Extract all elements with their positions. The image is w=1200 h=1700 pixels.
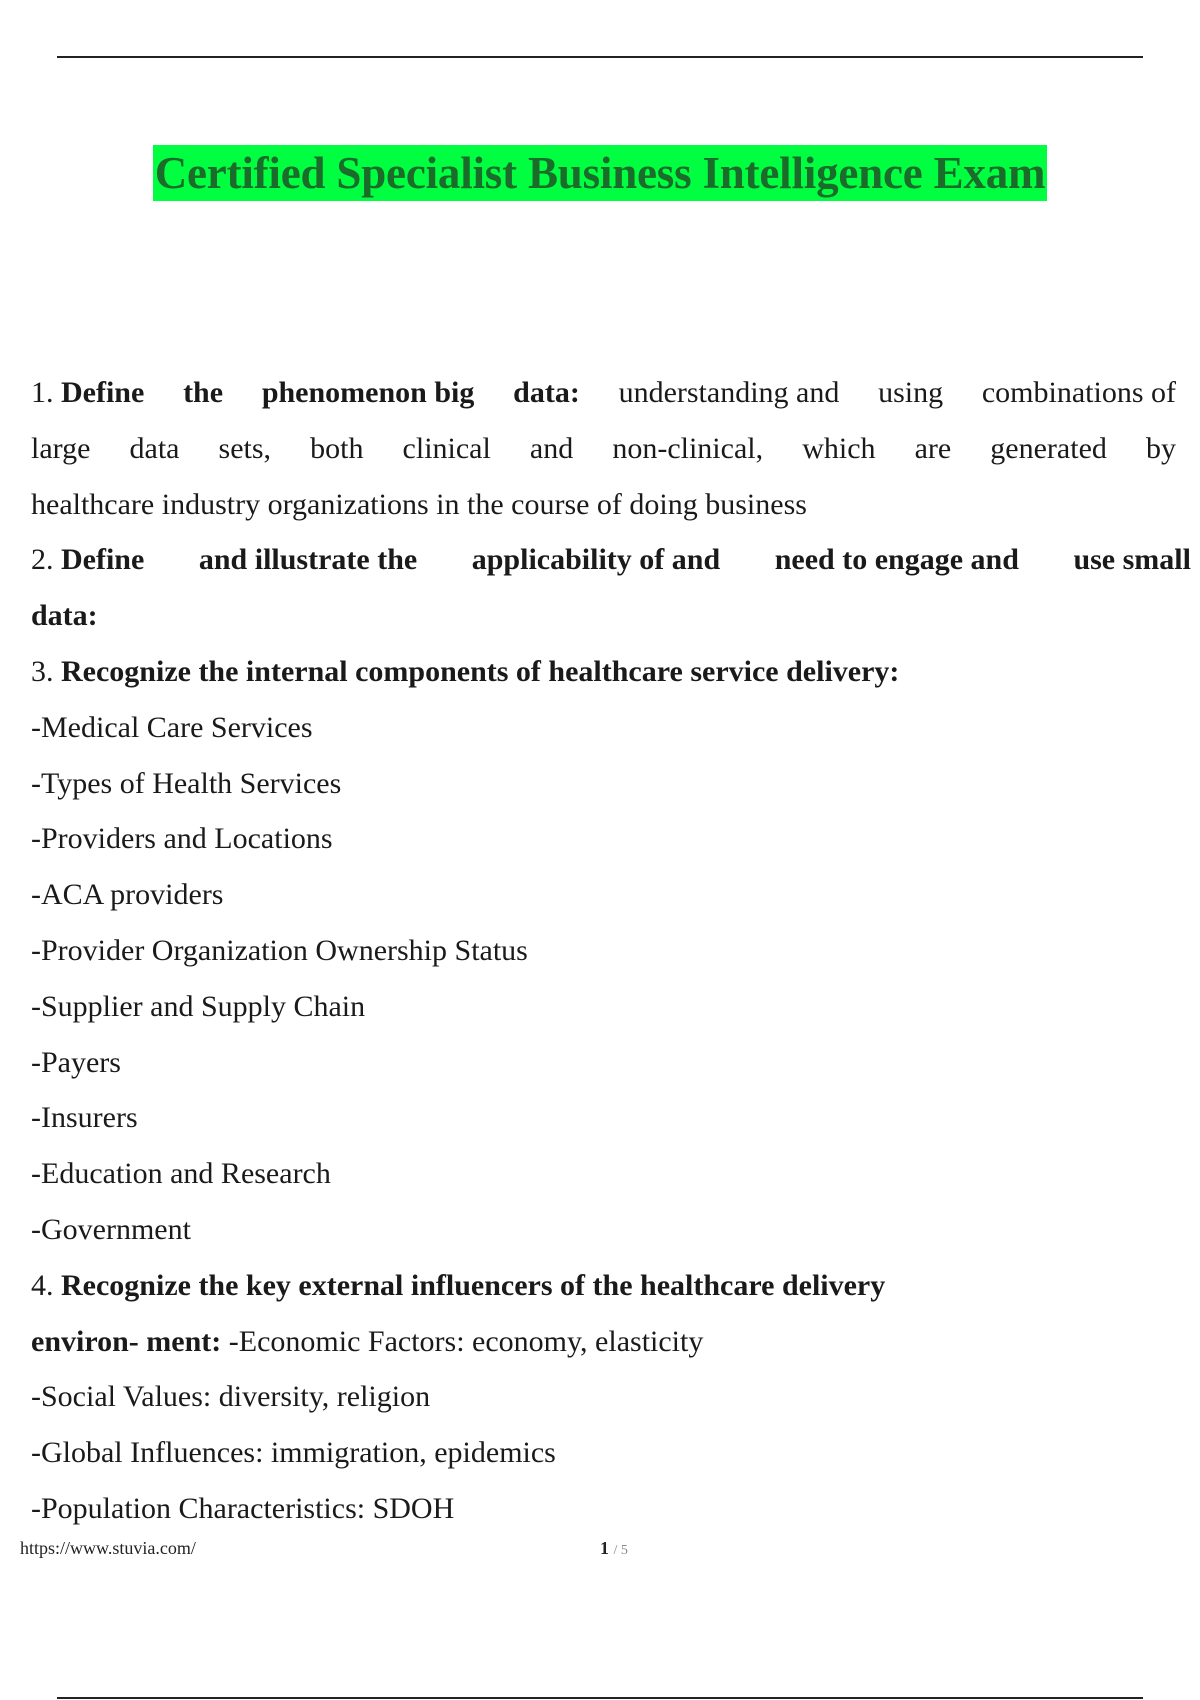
q2-term: and illustrate the bbox=[198, 543, 418, 577]
page-number bbox=[600, 1538, 628, 1559]
list-item: -Supplier and Supply Chain bbox=[31, 989, 366, 1023]
list-item: -Provider Organization Ownership Status bbox=[31, 933, 528, 967]
total-pages: / 5 bbox=[613, 1543, 628, 1558]
q1-answer-word: are bbox=[914, 431, 952, 465]
document-title: Certified Specialist Business Intelligence Exam bbox=[153, 145, 1048, 201]
q1-answer-word: which bbox=[802, 431, 876, 465]
list-item: -Education and Research bbox=[31, 1157, 331, 1191]
q1-number: 1. bbox=[31, 376, 54, 409]
title-container bbox=[0, 145, 1200, 201]
list-item: -Government bbox=[31, 1212, 191, 1246]
q3-number: 3. bbox=[31, 654, 54, 688]
q1-answer-word: non-clinical, bbox=[612, 431, 764, 465]
q1-answer: using bbox=[878, 376, 944, 409]
bottom-rule bbox=[57, 1697, 1143, 1699]
q4-heading-line-2 bbox=[31, 1314, 1191, 1370]
q4-number: 4. bbox=[31, 1268, 54, 1302]
q1-term: phenomenon big bbox=[261, 376, 475, 409]
q1-answer-word: clinical bbox=[402, 431, 491, 465]
list-item: -Providers and Locations bbox=[31, 822, 333, 856]
q1-answer: combinations of bbox=[981, 376, 1176, 409]
q1-line-3: healthcare industry organizations in the course of doing business bbox=[31, 487, 807, 521]
q1-line-2 bbox=[31, 421, 1176, 477]
list-item: -Global Influences: immigration, epidemics bbox=[31, 1436, 556, 1470]
q3-heading: Recognize the internal components of healthcare service delivery: bbox=[61, 654, 900, 688]
q1-line-1 bbox=[31, 365, 1176, 421]
list-item: -Insurers bbox=[31, 1101, 138, 1135]
list-item: -ACA providers bbox=[31, 878, 224, 912]
q2-term: Define bbox=[61, 543, 145, 577]
q1-answer-word: and bbox=[529, 431, 574, 465]
q2-number-and-term bbox=[31, 532, 144, 588]
top-rule bbox=[57, 56, 1143, 58]
q1-answer-word: generated bbox=[990, 431, 1107, 465]
q1-answer: understanding and bbox=[618, 376, 840, 409]
q1-term: data: bbox=[513, 376, 580, 409]
list-item: -Economic Factors: economy, elasticity bbox=[228, 1324, 704, 1358]
current-page: 1 bbox=[600, 1538, 609, 1558]
q2-number: 2. bbox=[31, 543, 54, 577]
q2-term: use small bbox=[1073, 543, 1191, 577]
q1-answer-word: both bbox=[310, 431, 364, 465]
q2-line-1 bbox=[31, 532, 1191, 588]
q1-term: Define bbox=[61, 376, 145, 409]
q1-number-and-term bbox=[31, 365, 144, 421]
list-item: -Payers bbox=[31, 1045, 121, 1079]
q1-answer-word: by bbox=[1145, 431, 1176, 465]
list-item: -Medical Care Services bbox=[31, 710, 313, 744]
footer-source-url[interactable]: https://www.stuvia.com/ bbox=[20, 1538, 196, 1558]
q2-term: need to engage and bbox=[774, 543, 1019, 577]
list-item: -Types of Health Services bbox=[31, 766, 342, 800]
q1-answer-word: data bbox=[129, 431, 180, 465]
list-item: -Social Values: diversity, religion bbox=[31, 1380, 431, 1414]
q4-heading: Recognize the key external influencers of the healthcare delivery bbox=[61, 1268, 886, 1302]
q1-term: the bbox=[183, 376, 224, 409]
q1-answer-word: sets, bbox=[218, 431, 272, 465]
q3-heading-line bbox=[31, 644, 1191, 700]
q2-line-2: data: bbox=[31, 599, 98, 633]
q4-heading-continued: environ- ment: bbox=[31, 1324, 222, 1358]
q1-answer-word: large bbox=[31, 431, 91, 465]
q4-heading-line bbox=[31, 1258, 1191, 1314]
q2-term: applicability of and bbox=[471, 543, 721, 577]
list-item: -Population Characteristics: SDOH bbox=[31, 1491, 455, 1525]
document-body bbox=[31, 365, 1191, 1537]
